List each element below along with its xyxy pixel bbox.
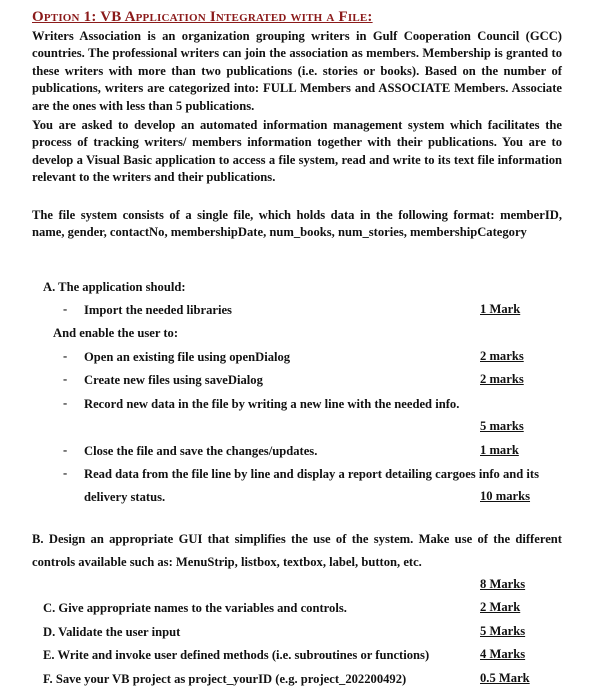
record-data-mark: 5 marks <box>480 419 524 433</box>
import-libraries-mark: 1 Mark <box>480 302 521 316</box>
create-file-item: Create new files using saveDialog <box>84 373 263 387</box>
section-c-mark: 2 Mark <box>480 600 521 614</box>
intro-paragraph-1: Writers Association is an organization grouping writers in Gulf Cooperation Council (GCC) countries. The professional writers can join the association as members. Membership is granted to these writers with more than two publications (i.e. stories or books). Based on the number of publications, writers are categorized into: FULL Members and ASSOCIATE Members. Associate are the ones with less than 5 publications. <box>32 29 562 113</box>
section-e-mark: 4 Marks <box>480 647 526 661</box>
file-format-paragraph: The file system consists of a single file, which holds data in the following format: memberID, name, gender, contactNo, membershipDate, num_books, num_stories, membershipCategory <box>32 208 562 240</box>
bullet-dash: - <box>63 466 68 480</box>
section-b-mark: 8 Marks <box>480 577 526 591</box>
import-libraries-item: Import the needed libraries <box>84 303 232 317</box>
bullet-dash: - <box>63 443 68 457</box>
record-data-item: Record new data in the file by writing a new line with the needed info. <box>84 397 460 411</box>
section-f-text: F. Save your VB project as project_yourID (e.g. project_202200492) <box>43 672 407 686</box>
open-file-mark: 2 marks <box>480 349 524 363</box>
section-d-text: D. Validate the user input <box>43 625 181 639</box>
option-heading: Option 1: VB Application Integrated with a File: <box>32 9 373 25</box>
enable-user-label: And enable the user to: <box>53 326 179 340</box>
bullet-dash: - <box>63 349 68 363</box>
section-f-mark: 0.5 Mark <box>480 671 530 685</box>
close-file-item: Close the file and save the changes/updates. <box>84 444 318 458</box>
close-file-mark: 1 mark <box>480 443 519 457</box>
bullet-dash: - <box>63 302 68 316</box>
section-a-title: A. The application should: <box>43 280 186 294</box>
bullet-dash: - <box>63 372 68 386</box>
read-data-mark: 10 marks <box>480 489 531 503</box>
section-b-text: B. Design an appropriate GUI that simplifies the use of the system. Make use of the different controls available such as: MenuStrip, listbox, textbox, label, button, etc. <box>32 532 562 569</box>
section-e-text: E. Write and invoke user defined methods (i.e. subroutines or functions) <box>43 648 430 662</box>
section-c-text: C. Give appropriate names to the variables and controls. <box>43 601 347 615</box>
bullet-dash: - <box>63 396 68 410</box>
section-d-mark: 5 Marks <box>480 624 526 638</box>
create-file-mark: 2 marks <box>480 372 524 386</box>
read-data-item: Read data from the file line by line and display a report detailing cargoes info and its delivery status. <box>84 467 540 504</box>
intro-paragraph-2: You are asked to develop an automated information management system which facilitates the process of tracking writers/ members information together with their publications. You are to develop a Visual Basic application to access a file system, read and write to its text file information relevant to the writers and their publications. <box>32 118 562 185</box>
open-file-item: Open an existing file using openDialog <box>84 350 291 364</box>
